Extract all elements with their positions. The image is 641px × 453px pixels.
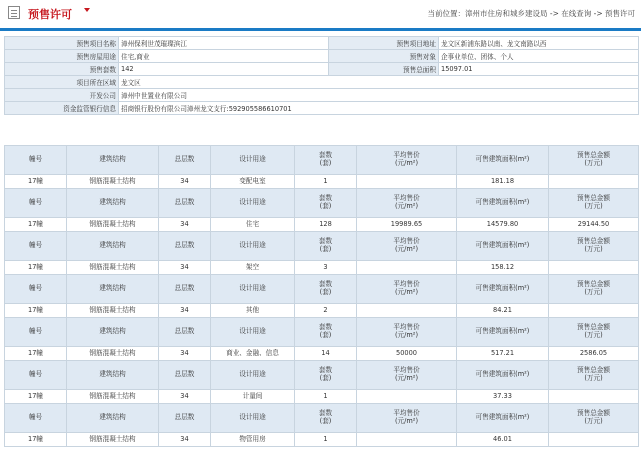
bank-label: 资金监管银行信息 bbox=[5, 102, 119, 115]
header-units: 套数 (套) bbox=[295, 146, 357, 175]
header-units: 套数 (套) bbox=[295, 318, 357, 347]
cell-total bbox=[549, 390, 639, 404]
header-floors: 总层数 bbox=[159, 361, 211, 390]
district-label: 项目所在区域 bbox=[5, 76, 119, 89]
cell-usage: 商业、金融、信息 bbox=[211, 347, 295, 361]
table-header-row bbox=[5, 275, 639, 304]
target-value: 企事业单位、团体、个人 bbox=[439, 50, 639, 63]
cell-floors: 34 bbox=[159, 261, 211, 275]
header-avg-price: 平均售价 (元/m²) bbox=[357, 361, 457, 390]
area-label: 预售总面积 bbox=[329, 63, 439, 76]
target-label: 预售对象 bbox=[329, 50, 439, 63]
project-address-value: 龙文区新浦东路以南、龙文南路以西 bbox=[439, 37, 639, 50]
cell-usage: 其他 bbox=[211, 304, 295, 318]
info-row bbox=[5, 63, 639, 76]
cell-units: 1 bbox=[295, 390, 357, 404]
cell-avg-price bbox=[357, 433, 457, 447]
header-floors: 总层数 bbox=[159, 404, 211, 433]
cell-structure: 钢筋混凝土结构 bbox=[67, 175, 159, 189]
cell-units: 14 bbox=[295, 347, 357, 361]
table-row bbox=[5, 433, 639, 447]
usage-label: 预售房屋用途 bbox=[5, 50, 119, 63]
cell-units: 1 bbox=[295, 433, 357, 447]
table-header-row bbox=[5, 318, 639, 347]
cell-avg-price bbox=[357, 390, 457, 404]
table-row bbox=[5, 347, 639, 361]
header-avg-price: 平均售价 (元/m²) bbox=[357, 189, 457, 218]
cell-avg-price: 50000 bbox=[357, 347, 457, 361]
header-avg-price: 平均售价 (元/m²) bbox=[357, 232, 457, 261]
page-header bbox=[0, 0, 641, 26]
table-header-row bbox=[5, 361, 639, 390]
page-title[interactable]: 预售许可 bbox=[28, 8, 72, 21]
cell-building: 17幢 bbox=[5, 433, 67, 447]
units-label: 预售套数 bbox=[5, 63, 119, 76]
header-usage: 设计用途 bbox=[211, 275, 295, 304]
cell-units: 2 bbox=[295, 304, 357, 318]
cell-building: 17幢 bbox=[5, 261, 67, 275]
cell-area: 37.33 bbox=[457, 390, 549, 404]
cell-usage: 住宅 bbox=[211, 218, 295, 232]
cell-floors: 34 bbox=[159, 390, 211, 404]
table-row bbox=[5, 304, 639, 318]
header-building: 幢号 bbox=[5, 146, 67, 175]
cell-building: 17幢 bbox=[5, 218, 67, 232]
header-total: 预售总金额 (万元) bbox=[549, 275, 639, 304]
cell-area: 84.21 bbox=[457, 304, 549, 318]
header-avg-price: 平均售价 (元/m²) bbox=[357, 275, 457, 304]
info-row bbox=[5, 50, 639, 63]
cell-building: 17幢 bbox=[5, 390, 67, 404]
cell-avg-price: 19989.65 bbox=[357, 218, 457, 232]
cell-avg-price bbox=[357, 261, 457, 275]
cell-total bbox=[549, 175, 639, 189]
project-address-label: 预售项目地址 bbox=[329, 37, 439, 50]
header-structure: 建筑结构 bbox=[67, 232, 159, 261]
document-icon bbox=[8, 6, 20, 19]
table-row bbox=[5, 261, 639, 275]
cell-floors: 34 bbox=[159, 218, 211, 232]
header-building: 幢号 bbox=[5, 361, 67, 390]
header-total: 预售总金额 (万元) bbox=[549, 318, 639, 347]
header-building: 幢号 bbox=[5, 318, 67, 347]
header-total: 预售总金额 (万元) bbox=[549, 189, 639, 218]
header-area: 可售建筑面积(m²) bbox=[457, 361, 549, 390]
project-info-table bbox=[4, 36, 639, 115]
cell-structure: 钢筋混凝土结构 bbox=[67, 433, 159, 447]
header-usage: 设计用途 bbox=[211, 361, 295, 390]
header-area: 可售建筑面积(m²) bbox=[457, 189, 549, 218]
header-building: 幢号 bbox=[5, 232, 67, 261]
header-total: 预售总金额 (万元) bbox=[549, 146, 639, 175]
cell-floors: 34 bbox=[159, 304, 211, 318]
cell-total: 29144.50 bbox=[549, 218, 639, 232]
header-usage: 设计用途 bbox=[211, 232, 295, 261]
cell-total bbox=[549, 304, 639, 318]
info-row bbox=[5, 102, 639, 115]
header-units: 套数 (套) bbox=[295, 361, 357, 390]
header-usage: 设计用途 bbox=[211, 404, 295, 433]
header-floors: 总层数 bbox=[159, 318, 211, 347]
header-total: 预售总金额 (万元) bbox=[549, 404, 639, 433]
cell-usage: 架空 bbox=[211, 261, 295, 275]
header-floors: 总层数 bbox=[159, 146, 211, 175]
info-row bbox=[5, 89, 639, 102]
header-structure: 建筑结构 bbox=[67, 404, 159, 433]
header-structure: 建筑结构 bbox=[67, 275, 159, 304]
cell-area: 181.18 bbox=[457, 175, 549, 189]
area-value: 15097.01 bbox=[439, 63, 639, 76]
table-row bbox=[5, 175, 639, 189]
cell-structure: 钢筋混凝土结构 bbox=[67, 218, 159, 232]
header-floors: 总层数 bbox=[159, 232, 211, 261]
cell-avg-price bbox=[357, 175, 457, 189]
table-row bbox=[5, 390, 639, 404]
project-name-label: 预售项目名称 bbox=[5, 37, 119, 50]
cell-total bbox=[549, 261, 639, 275]
cell-structure: 钢筋混凝土结构 bbox=[67, 347, 159, 361]
cell-building: 17幢 bbox=[5, 175, 67, 189]
cell-area: 14579.80 bbox=[457, 218, 549, 232]
header-building: 幢号 bbox=[5, 404, 67, 433]
cell-floors: 34 bbox=[159, 433, 211, 447]
header-units: 套数 (套) bbox=[295, 232, 357, 261]
header-divider bbox=[0, 28, 641, 31]
header-area: 可售建筑面积(m²) bbox=[457, 404, 549, 433]
developer-label: 开发公司 bbox=[5, 89, 119, 102]
cell-structure: 钢筋混凝土结构 bbox=[67, 390, 159, 404]
units-value: 142 bbox=[119, 63, 329, 76]
cell-units: 1 bbox=[295, 175, 357, 189]
cell-usage: 计量间 bbox=[211, 390, 295, 404]
units-table bbox=[4, 145, 639, 447]
district-value: 龙文区 bbox=[119, 76, 639, 89]
table-header-row bbox=[5, 189, 639, 218]
header-structure: 建筑结构 bbox=[67, 361, 159, 390]
header-structure: 建筑结构 bbox=[67, 189, 159, 218]
cell-area: 46.01 bbox=[457, 433, 549, 447]
cell-building: 17幢 bbox=[5, 304, 67, 318]
table-header-row bbox=[5, 232, 639, 261]
header-total: 预售总金额 (万元) bbox=[549, 232, 639, 261]
header-avg-price: 平均售价 (元/m²) bbox=[357, 404, 457, 433]
cell-units: 3 bbox=[295, 261, 357, 275]
header-units: 套数 (套) bbox=[295, 189, 357, 218]
header-total: 预售总金额 (万元) bbox=[549, 361, 639, 390]
cell-units: 128 bbox=[295, 218, 357, 232]
header-area: 可售建筑面积(m²) bbox=[457, 232, 549, 261]
header-units: 套数 (套) bbox=[295, 404, 357, 433]
header-floors: 总层数 bbox=[159, 275, 211, 304]
cell-floors: 34 bbox=[159, 347, 211, 361]
cell-structure: 钢筋混凝土结构 bbox=[67, 261, 159, 275]
project-name-value: 漳州保利世茂璀璨滨江 bbox=[119, 37, 329, 50]
cell-area: 158.12 bbox=[457, 261, 549, 275]
cell-total bbox=[549, 433, 639, 447]
breadcrumb[interactable]: 当前位置：漳州市住房和城乡建设局 -> 在线查询 -> 预售许可 bbox=[427, 9, 635, 18]
header-usage: 设计用途 bbox=[211, 189, 295, 218]
header-area: 可售建筑面积(m²) bbox=[457, 275, 549, 304]
header-units: 套数 (套) bbox=[295, 275, 357, 304]
header-usage: 设计用途 bbox=[211, 318, 295, 347]
developer-value: 漳州中世置业有限公司 bbox=[119, 89, 639, 102]
usage-value: 住宅,商业 bbox=[119, 50, 329, 63]
table-row bbox=[5, 218, 639, 232]
cell-usage: 变配电室 bbox=[211, 175, 295, 189]
cell-structure: 钢筋混凝土结构 bbox=[67, 304, 159, 318]
header-area: 可售建筑面积(m²) bbox=[457, 146, 549, 175]
header-building: 幢号 bbox=[5, 189, 67, 218]
header-area: 可售建筑面积(m²) bbox=[457, 318, 549, 347]
header-structure: 建筑结构 bbox=[67, 146, 159, 175]
info-row bbox=[5, 76, 639, 89]
header-floors: 总层数 bbox=[159, 189, 211, 218]
header-avg-price: 平均售价 (元/m²) bbox=[357, 146, 457, 175]
header-building: 幢号 bbox=[5, 275, 67, 304]
cell-floors: 34 bbox=[159, 175, 211, 189]
header-avg-price: 平均售价 (元/m²) bbox=[357, 318, 457, 347]
cell-usage: 物管用房 bbox=[211, 433, 295, 447]
header-usage: 设计用途 bbox=[211, 146, 295, 175]
cell-building: 17幢 bbox=[5, 347, 67, 361]
cell-avg-price bbox=[357, 304, 457, 318]
table-header-row bbox=[5, 146, 639, 175]
bank-value: 招商银行股份有限公司漳州龙文支行:592905586610701 bbox=[119, 102, 639, 115]
table-header-row bbox=[5, 404, 639, 433]
header-structure: 建筑结构 bbox=[67, 318, 159, 347]
cell-area: 517.21 bbox=[457, 347, 549, 361]
info-row bbox=[5, 37, 639, 50]
caret-down-icon[interactable] bbox=[84, 8, 90, 12]
cell-total: 2586.05 bbox=[549, 347, 639, 361]
